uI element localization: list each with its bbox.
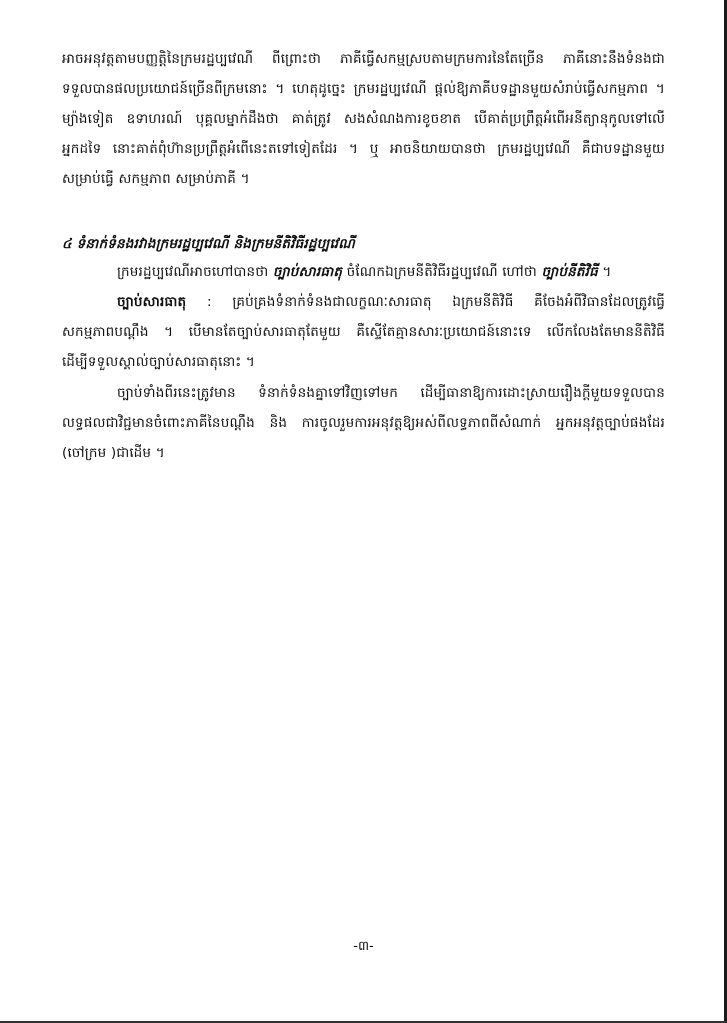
page-number: -៣- xyxy=(353,939,374,954)
body-text-line: ដើម្បីទទួលស្គាល់ច្បាប់សារធាតុនោះ ។ xyxy=(62,354,255,370)
term-substantive-law: ច្បាប់សារធាតុ xyxy=(272,264,343,280)
body-text-line: ម្យ៉ាងទៀត ឧទាហរណ៍ បុគ្គលម្នាក់ដឹងថា គាត់ត្រូវ សងសំណងការខូចខាត បើគាត់ប្រព្រឹត្តអំពើអនីត្យានុកូលទៅលើ xyxy=(62,111,665,127)
body-text-line: អាចអនុវត្តតាមបញ្ញត្តិនៃក្រមរដ្ឋប្បវេណី ពីព្រោះថា ភាគីធ្វើសកម្មស្របតាមក្រមការនៃតែច្រើន ភាគីនោះនឹងទំនងជា xyxy=(62,51,665,67)
term-procedural-law: ច្បាប់នីតិវិធី xyxy=(541,264,598,280)
body-text: ។ xyxy=(597,264,612,280)
body-text-line: ទទួលបានផលប្រយោជន៍ច្រើនពីក្រមនោះ ។ ហេតុដូច្នេះ ក្រមរដ្ឋប្បវេណី ផ្តល់ឱ្យភាគីបទដ្ឋានមួយសំរាប់ធ្វើសកម្មភាព ។ xyxy=(62,81,665,97)
body-text-line: សម្រាប់ធ្វើ សកម្មភាព សម្រាប់ភាគី ។ xyxy=(62,171,250,187)
term-substantive-law: ច្បាប់សារធាតុ xyxy=(117,294,187,310)
body-text-line: ច្បាប់ទាំងពីរនេះត្រូវមាន ទំនាក់ទំនងគ្នាទៅវិញទៅមក ដើម្បីធានាឱ្យការដោះស្រាយរឿងក្តីមួយទទួលបាន xyxy=(117,385,665,401)
body-text-line xyxy=(117,292,665,312)
body-text: ចំណែកឯក្រមនីតិវិធីរដ្ឋប្បវេណី ហៅថា xyxy=(342,264,542,280)
body-text-line: អ្នកដទៃ នោះគាត់ពុំហ៊ានប្រព្រឹត្តអំពើនេះតទៅទៀតដែរ ។ ឬ អាចនិយាយបានថា ក្រមរដ្ឋប្បវេណី គឺជាបទដ្ឋានមួយ xyxy=(62,141,665,157)
body-text-line xyxy=(117,262,612,282)
body-text: : គ្រប់គ្រងទំនាក់ទំនងជាលក្ខណៈសារធាតុ ឯក្រមនីតិវិធី គឺចែងអំពីវិធានដែលត្រូវធ្វើ xyxy=(186,294,665,310)
section-heading: ៤ ទំនាក់ទំនងរវាងក្រមរដ្ឋប្បវេណី និងក្រមនីតិវិធីរដ្ឋប្បវេណី xyxy=(62,236,355,252)
body-text: ក្រមរដ្ឋប្បវេណីអាចហៅបានថា xyxy=(117,264,273,280)
body-text-line: លទ្ធផលជាវិជ្ជមានចំពោះភាគីនៃបណ្តឹង និង ការចូលរួមការអនុវត្តឱ្យអស់ពីលទ្ធភាពពីសំណាក់ អ្នកអនុវត្តច្បាប់ផងដែរ xyxy=(62,415,665,431)
body-text-line: (ចៅក្រម )ជាដើម ។ xyxy=(62,445,165,461)
body-text-line: សកម្មភាពបណ្តឹង ។ បើមានតែច្បាប់សារធាតុតែមួយ គឺស្ទើតែគ្មានសារៈប្រយោជន៍នោះទេ លើកលែងតែមាននីតិវិធី xyxy=(62,324,665,340)
